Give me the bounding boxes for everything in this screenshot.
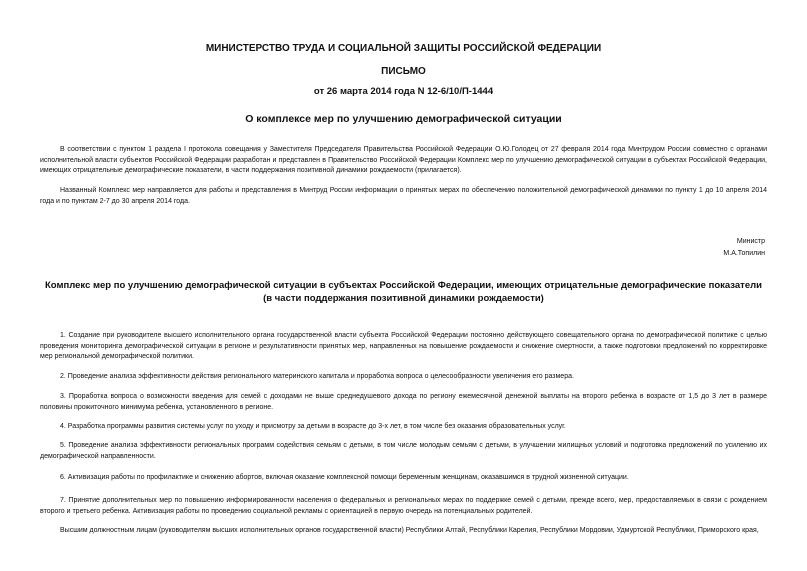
ministry-title: МИНИСТЕРСТВО ТРУДА И СОЦИАЛЬНОЙ ЗАЩИТЫ РОССИЙСКОЙ ФЕДЕРАЦИИ	[205, 43, 602, 54]
list-item-7: 7. Принятие дополнительных мер по повышению информированности населения о федеральных и региональных мерах по поддержке семей с детьми, прежде всего, мер, предоставляемых в связи с рождением второго и третьего ребенка. Активизация работы по проведению социальной рекламы с ориентацией в первую очередь на потенциальных родителей.	[40, 497, 767, 515]
list-item-2: 2. Проведение анализа эффективности действия регионального материнского капитала и проработка вопроса о целесообразности увеличения его размера.	[60, 373, 574, 380]
list-item-4: 4. Разработка программы развития системы услуг по уходу и присмотру за детьми в возрасте до 3-х лет, в том числе без оказания образовательных услуг.	[60, 423, 566, 430]
complex-title: Комплекс мер по улучшению демографической ситуации в субъектах Российской Федерации, имеющих отрицательные демографические показатели (в части поддержания позитивной динамики рождаемости)	[45, 280, 762, 304]
intro-paragraph-2: Названный Комплекс мер направляется для работы и представления в Минтруд России информации о принятых мерах по обеспечению положительной демографической динамики по пункту 1 до 10 апреля 2014 года и по пунктам 2-7 до 30 апреля 2014 года.	[40, 187, 767, 205]
intro-paragraph-1: В соответствии с пунктом 1 раздела I протокола совещания у Заместителя Председателя Правительства Российской Федерации О.Ю.Голодец от 27 февраля 2014 года Минтрудом России совместно с органами исполнительной власти субъектов Российской Федерации разработан и представлен в Правительство Российской Федерации Комплекс мер по улучшению демографической ситуации в субъектах Российской Федерации, имеющих отрицательные демографические показатели, в части поддержания позитивной динамики рождаемости (прилагается).	[40, 146, 767, 174]
list-item-3: 3. Проработка вопроса о возможности введения для семей с доходами не выше среднедушевого дохода по региону ежемесячной денежной выплаты на второго ребенка в возрасте от 1,5 до 3 лет в размере половины прожиточного минимума ребенка, установленного в регионе.	[40, 393, 767, 411]
signature-position: Министр	[736, 238, 765, 245]
list-item-6: 6. Активизация работы по профилактике и снижению абортов, включая оказание комплексной помощи беременным женщинам, оказавшимся в трудной жизненной ситуации.	[60, 474, 629, 481]
list-item-5: 5. Проведение анализа эффективности региональных программ содействия семьям с детьми, в том числе молодым семьям с детьми, в улучшении жилищных условий и подготовка предложений по усилению их демографической направленности.	[40, 442, 767, 460]
document-subject: О комплексе мер по улучшению демографической ситуации	[245, 113, 562, 125]
list-item-8: Высшим должностным лицам (руководителям высших исполнительных органов государственной власти) Республики Алтай, Республики Карелия, Республики Мордовии, Удмуртской Республики, Приморского края,	[60, 527, 759, 534]
signature-name: М.А.Топилин	[723, 250, 765, 257]
document-type: ПИСЬМО	[381, 66, 426, 77]
list-item-1: 1. Создание при руководителе высшего исполнительного органа государственной власти субъекта Российской Федерации постоянно действующего совещательного органа по демографической политике с целью проведения мониторинга демографической ситуации в регионе и результативности принятых мер, направленных на повышение рождаемости и снижение смертности, а также подготовки предложений по корректировке мер региональной демографической политики.	[40, 332, 767, 360]
document-date-number: от 26 марта 2014 года N 12-6/10/П-1444	[313, 86, 494, 97]
